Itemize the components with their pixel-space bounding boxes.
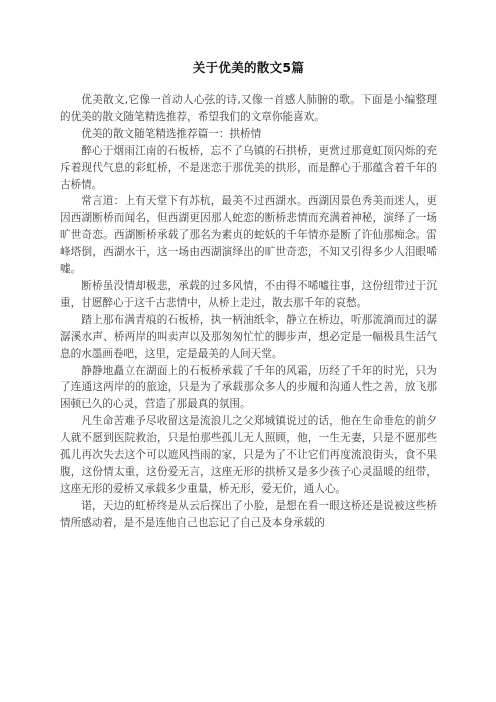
paragraph-section-heading: 优美的散文随笔精选推荐篇一：拱桥情: [81, 127, 262, 140]
paragraph-body: 静静地矗立在湖面上的石板桥承载了千年的风霜，历经了千年的时光，只为了连通这两岸的的旅途，只是为了承载那众多人的步履和沟通人性之善，放飞那困顿已久的心灵，营造了那最真的氛围。: [60, 364, 437, 411]
paragraph-body: 常言道：上有天堂下有苏杭，最美不过西湖水。西湖因景色秀美而迷人，更因西湖断桥而闻名，但西湖更因那人蛇恋的断桥悲情而充满着神秘，演绎了一场旷世奇恋。西湖断桥承载了那名为素贞的蛇妖的千年情亦是断了许仙那痴念。雷峰塔倒，西湖水干，这一场由西湖演绎出的旷世奇恋，不知又引得多少人泪眼唏嘘。: [60, 195, 437, 276]
paragraph-body: 断桥虽没情却极悲，承载的过多风情，不由得不唏嘘往事，这份纽带过于沉重，甘愿醉心于这千古悲情中，从桥上走过，散去那千年的哀愁。: [60, 279, 437, 309]
paragraph-body: 诺，天边的虹桥终是从云后探出了小脸，是想在看一眼这桥还是说被这些桥情所感动着，是不是连他自己也忘记了自己及本身承载的: [60, 499, 437, 529]
document-title: 关于优美的散文5篇: [192, 60, 305, 75]
paragraph-body: 醉心于烟雨江南的石板桥，忘不了乌镇的石拱桥，更赏过那竟虹顶闪烁的充斥着现代气息的彩虹桥，不是迷恋于那优美的拱形，而是醉心于那蕴含着千年的古桥情。: [60, 144, 437, 191]
paragraph-body: 凡生命苦难予尽收留这是流浪儿之父郑城镇说过的话，他在生命垂危的前夕人就不愿到医院救治，只是怕那些孤儿无人照顾，他，一生无妻，只是不愿那些孤儿再次失去这个可以遮风挡雨的家，只是为了不让它们再度流浪街头，食不果腹，这份情太重，这份爱无言，这座无形的拱桥又是多少孩子心灵温暖的纽带，这座无形的爱桥又承载多少重量，桥无形，爱无价，通人心。: [60, 415, 437, 495]
paragraph-body: 踏上那布满青痕的石板桥，执一柄油纸伞，静立在桥边，听那流淌而过的潺潺溪水声、桥两岸的叫卖声以及那匆匆忙忙的脚步声，想必定是一幅极具生活气息的水墨画卷吧，这里，定是最美的人间天堂。: [60, 313, 437, 360]
paragraph-intro: 优美散文,它像一首动人心弦的诗,又像一首感人肺腑的歌。下面是小编整理的优美的散文随笔精选推荐，希望我们的文章你能喜欢。: [60, 94, 437, 123]
